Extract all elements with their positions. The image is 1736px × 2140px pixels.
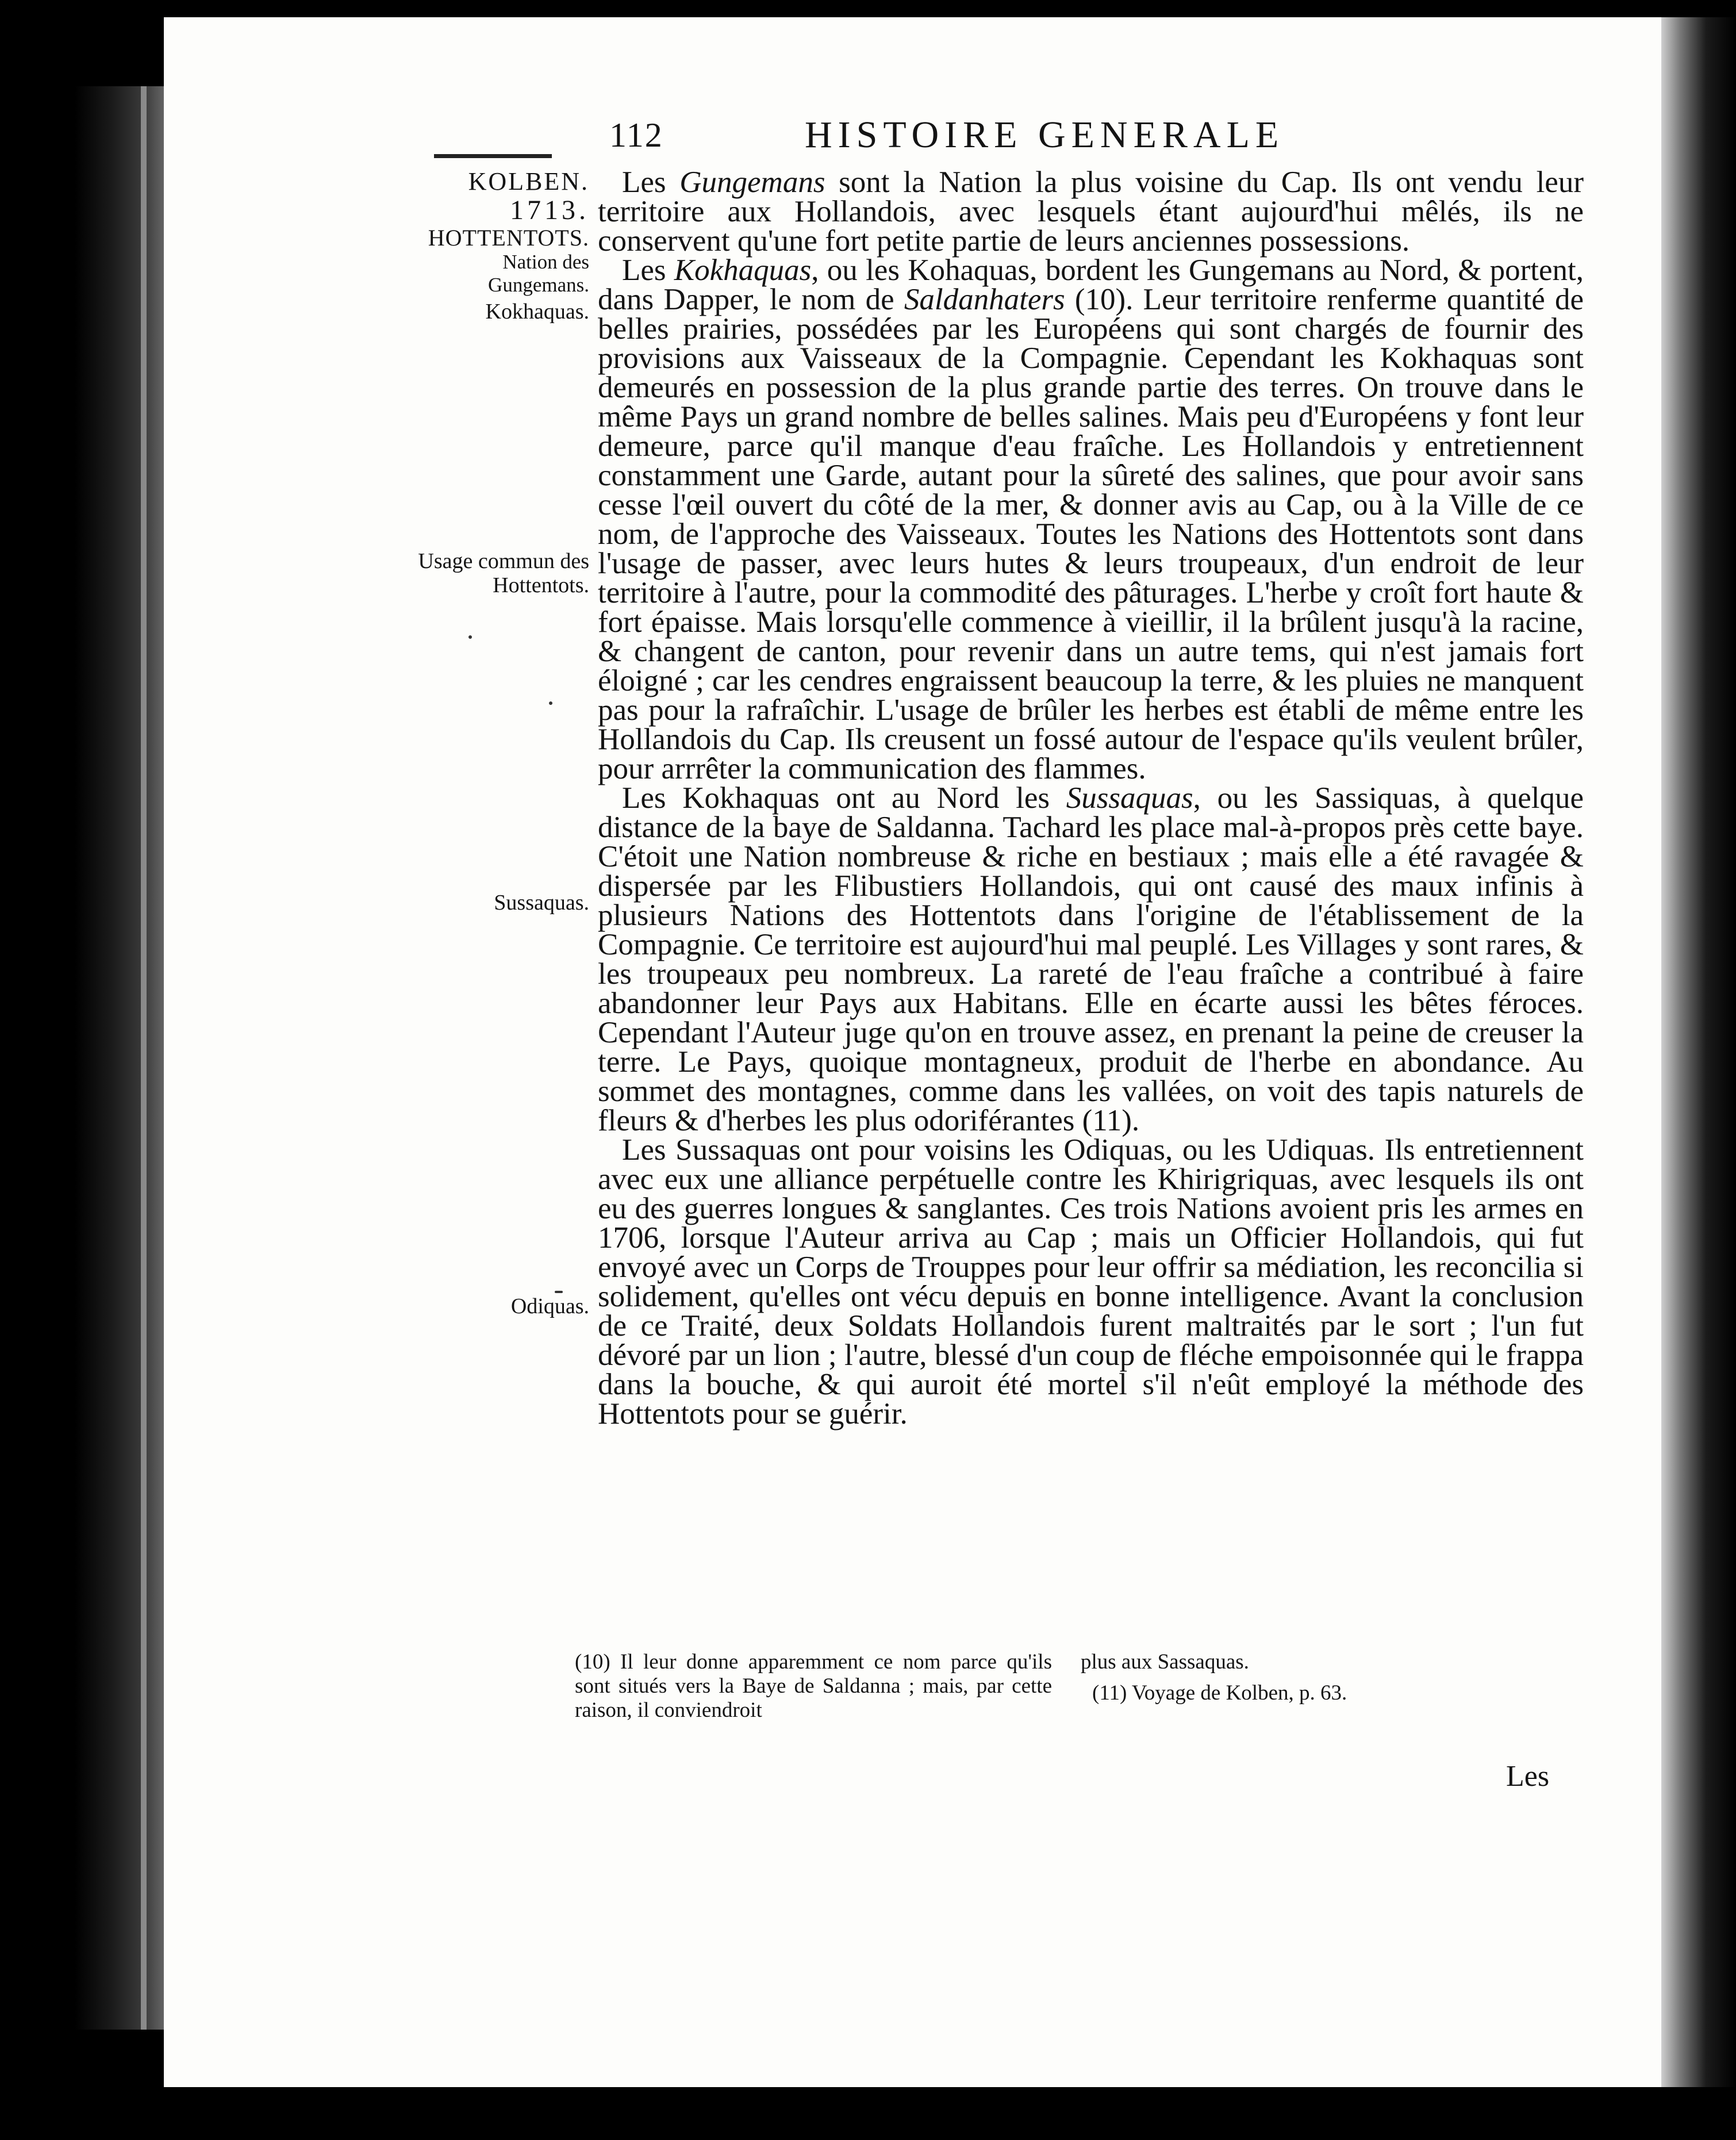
ink-speck (468, 635, 472, 639)
margin-note-year: 1713. (510, 195, 589, 225)
margin-note-sussaquas: Sussaquas. (494, 891, 589, 915)
main-text (598, 168, 1584, 1429)
running-title: HISTOIRE GENERALE (805, 114, 1285, 156)
ink-speck (555, 1291, 563, 1293)
header-rule (434, 154, 552, 158)
page-number: 112 (609, 116, 663, 154)
footnote-11: (11) Voyage de Kolben, p. 63. (1092, 1681, 1347, 1705)
book-binding-shadow (75, 86, 167, 2030)
book-binding-edge (141, 86, 147, 2030)
margin-note-kokhaquas: Kokhaquas. (485, 300, 589, 324)
margin-note-group: HOTTENTOTS. (428, 225, 589, 251)
margin-note-odiquas: Odiquas. (510, 1294, 589, 1318)
footnote-10: (10) Il leur donne apparemment ce nom parce qu'ils sont situés vers la Baye de Saldanna ; mais, par cette raison, il conviendroit (575, 1650, 1052, 1722)
footnote-column-right (1081, 1650, 1587, 1705)
page-right-shadow (1661, 17, 1736, 2087)
footnote-10-continued: plus aux Sassaquas. (1081, 1650, 1249, 1674)
catchword: Les (1506, 1760, 1550, 1793)
paragraph-gungemans: Les Gungemans sont la Nation la plus voisine du Cap. Ils ont vendu leur territoire aux Hollandois, avec lesquels étant aujourd'hui mêlés, ils ne conservent qu'une fort petite partie de leurs anciennes possessions. (598, 166, 1584, 258)
paragraph-kokhaquas: Les Kokhaquas, ou les Kohaquas, bordent les Gungemans au Nord, & portent, dans Dapper, le nom de Saldanhaters (10). Leur territoire renferme quantité de belles prairies, possédées par les Européens qui sont chargés de fournir des provisions aux Vaisseaux de la Compagnie. Cependant les Kokhaquas sont demeurés en possession de la plus grande partie des terres. On trouve dans le même Pays un grand nombre de belles salines. Mais peu d'Européens y font leur demeure, parce qu'il manque d'eau fraîche. Les Hollandois y entretiennent constamment une Garde, autant pour la sûreté des salines, que pour avoir sans cesse l'œil ouvert du côté de la mer, & donner avis au Cap, ou à la Ville de ce nom, de l'approche des Vaisseaux. Toutes les Nations des Hottentots sont dans l'usage de passer, avec leurs hutes & leurs troupeaux, d'un endroit de leur territoire à l'autre, pour la commodité des pâturages. L'herbe y croît fort haute & fort épaisse. Mais lorsqu'elle commence à vieillir, il la brûlent jusqu'à la racine, & changent de canton, pour revenir dans un autre tems, qui n'est jamais fort éloigné ; car les cendres engraissent beaucoup la terre, & les pluies ne manquent pas pour la rafraîchir. L'usage de brûler les herbes est établi de même entre les Hollandois du Cap. Ils creusent un fossé autour de l'espace qu'ils veulent brûler, pour arrrêter la communication des flammes. (598, 254, 1584, 785)
margin-note-gungemans: Nation des Gungemans. (488, 251, 589, 296)
ink-speck (549, 701, 552, 705)
margin-note-author: KOLBEN. (468, 167, 589, 195)
margin-note-usage: Usage commun des Hottentots. (418, 549, 589, 597)
paragraph-odiquas: Les Sussaquas ont pour voisins les Odiquas, ou les Udiquas. Ils entretiennent avec eux une alliance perpétuelle contre les Khirigriquas, avec lesquels ils ont eu des guerres longues & sanglantes. Ces trois Nations avoient pris les armes en 1706, lorsque l'Auteur arriva au Cap ; mais un Officier Hollandois, qui fut envoyé avec un Corps de Trouppes pour leur offrir sa médiation, les reconcilia si solidement, qu'elles ont vécu depuis en bonne intelligence. Avant la conclusion de ce Traité, deux Soldats Hollandois furent maltraités par le sort ; l'un fut dévoré par un lion ; l'autre, blessé d'un coup de fléche empoisonnée qui le frappa dans la bouche, & qui auroit été mortel s'il n'eût employé la méthode des Hottentots pour se guérir. (598, 1133, 1584, 1430)
paragraph-sussaquas: Les Kokhaquas ont au Nord les Sussaquas, ou les Sassiquas, à quelque distance de la baye de Saldanna. Tachard les place mal-à-propos près cette baye. C'étoit une Nation nombreuse & riche en bestiaux ; mais elle a été ravagée & dispersée par les Flibustiers Hollandois, qui ont causé des maux infinis à plusieurs Nations des Hottentots dans l'origine de l'établissement de la Compagnie. Ce territoire est aujourd'hui mal peuplé. Les Villages y sont rares, & les troupeaux peu nombreux. La rareté de l'eau fraîche a contribué à faire abandonner leur Pays aux Habitans. Elle en écarte aussi les bêtes féroces. Cependant l'Auteur juge qu'on en trouve assez, en prenant la peine de creuser la terre. Le Pays, quoique montagneux, produit de l'herbe en abondance. Au sommet des montagnes, comme dans les vallées, on voit des tapis naturels de fleurs & d'herbes les plus odoriférantes (11). (598, 781, 1584, 1137)
